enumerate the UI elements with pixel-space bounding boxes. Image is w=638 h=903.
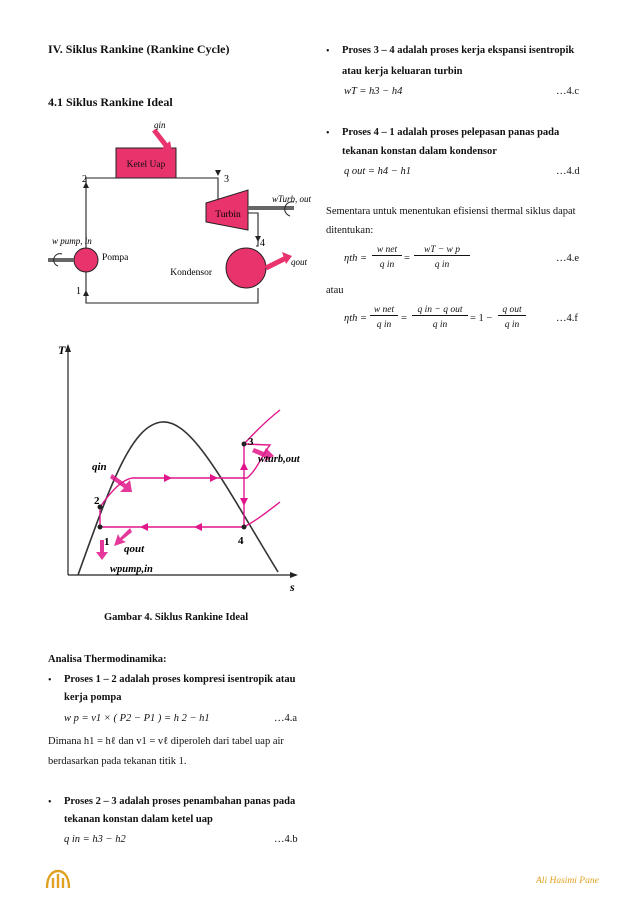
arrow-up-3 bbox=[240, 462, 248, 470]
arrow-2-3a bbox=[164, 474, 172, 482]
figure-caption: Gambar 4. Siklus Rankine Ideal bbox=[104, 612, 249, 623]
s-axis-arrowhead bbox=[290, 572, 298, 578]
equation-4c: wT = h3 − h4 bbox=[344, 86, 403, 97]
bullet2-line1: Proses 2 – 3 adalah proses penambahan panas pada bbox=[64, 796, 296, 807]
bullet1-line2: kerja pompa bbox=[64, 692, 122, 703]
q-out-label: qout bbox=[291, 257, 308, 267]
ts-state-4: 4 bbox=[238, 535, 244, 547]
ts-point-3 bbox=[242, 442, 247, 447]
ts-q-in-label: qin bbox=[92, 461, 107, 473]
condenser-circle bbox=[226, 248, 266, 288]
rankine-schematic bbox=[44, 118, 314, 310]
dimana-line1: Dimana h1 = hℓ dan v1 = vℓ diperoleh dari tabel uap air bbox=[48, 736, 284, 747]
bullet-4: • bbox=[326, 128, 330, 139]
eq-f-num2: q in − q out bbox=[412, 305, 468, 316]
eq-f-den3: q in bbox=[504, 320, 520, 330]
eq-f-den2: q in bbox=[432, 320, 448, 330]
eq-f-lhs: ηth = bbox=[344, 313, 368, 324]
logo-icon bbox=[44, 868, 72, 892]
equation-4c-number: …4.c bbox=[556, 86, 580, 97]
equation-4a: w p = v1 × ( P2 − P1 ) = h 2 − h1 bbox=[64, 713, 210, 724]
flow-arrow-1 bbox=[83, 290, 89, 296]
boiler-label: Ketel Uap bbox=[126, 160, 166, 170]
flow-arrow-3 bbox=[215, 170, 221, 176]
equation-4f-number: …4.f bbox=[556, 313, 578, 324]
eq-f-mid: = 1 − bbox=[470, 313, 493, 324]
w-pump-label: w pump, in bbox=[52, 236, 92, 246]
eq-e-lhs: ηth = bbox=[344, 253, 368, 264]
condenser-label: Kondensor bbox=[170, 268, 212, 278]
arrow-3-4 bbox=[240, 498, 248, 506]
arrow-4-1b bbox=[140, 523, 148, 531]
equation-4b-number: …4.b bbox=[274, 834, 298, 845]
equation-4e-number: …4.e bbox=[556, 253, 580, 264]
bullet2-line2: tekanan konstan dalam ketel uap bbox=[64, 814, 213, 825]
bullet3-line1: Proses 3 – 4 adalah proses kerja ekspansi isentropik bbox=[342, 45, 575, 56]
eq-f-num1: w net bbox=[370, 305, 398, 316]
turbine-label: Turbin bbox=[215, 210, 241, 220]
ts-state-2: 2 bbox=[94, 495, 100, 507]
ts-state-1: 1 bbox=[104, 536, 110, 548]
schematic-state-3: 3 bbox=[224, 174, 229, 185]
dimana-line2: berdasarkan pada tekanan titik 1. bbox=[48, 756, 187, 767]
eq-e-equals: = bbox=[404, 253, 410, 264]
schematic-state-4: 4 bbox=[260, 238, 265, 249]
arrow-4-1a bbox=[194, 523, 202, 531]
section-title: IV. Siklus Rankine (Rankine Cycle) bbox=[48, 42, 230, 56]
equation-4d-number: …4.d bbox=[556, 166, 580, 177]
bullet-2: • bbox=[48, 797, 52, 808]
ts-diagram bbox=[52, 340, 302, 596]
w-turb-label: wTurb, out bbox=[272, 194, 312, 204]
bullet1-line1: Proses 1 – 2 adalah proses kompresi isentropik atau bbox=[64, 674, 296, 685]
analysis-heading: Analisa Thermodinamika: bbox=[48, 654, 167, 665]
ts-state-3: 3 bbox=[248, 436, 254, 448]
s-axis-label: s bbox=[290, 580, 295, 594]
t-axis-arrowhead bbox=[65, 344, 71, 352]
bullet4-line2: tekanan konstan dalam kondensor bbox=[342, 146, 497, 157]
eq-f-num3: q out bbox=[498, 305, 526, 316]
condenser-isobar bbox=[244, 502, 280, 527]
equation-4d: q out = h4 − h1 bbox=[344, 166, 411, 177]
efisiensi-line1: Sementara untuk menentukan efisiensi thermal siklus dapat bbox=[326, 206, 576, 217]
equation-4b: q in = h3 − h2 bbox=[64, 834, 126, 845]
t-axis-label: T bbox=[58, 343, 66, 357]
ts-w-pump-label: wpump,in bbox=[110, 564, 153, 575]
footer-author: Ali Hasimi Pane bbox=[536, 876, 599, 886]
bullet-1: • bbox=[48, 675, 52, 686]
efisiensi-line2: ditentukan: bbox=[326, 225, 374, 236]
pump-label: Pompa bbox=[102, 253, 129, 263]
eq-e-num1: w net bbox=[372, 245, 402, 256]
ts-point-1 bbox=[98, 525, 103, 530]
bullet4-line1: Proses 4 – 1 adalah proses pelepasan panas pada bbox=[342, 127, 560, 138]
eq-e-den1: q in bbox=[379, 260, 395, 270]
bullet-3: • bbox=[326, 46, 330, 57]
pump-circle bbox=[74, 248, 98, 272]
eq-e-num2: wT − w p bbox=[414, 245, 470, 256]
ts-q-out-label: qout bbox=[124, 543, 145, 555]
q-out-arrow bbox=[266, 258, 286, 268]
bullet3-line2: atau kerja keluaran turbin bbox=[342, 66, 463, 77]
pipe-boiler-3 bbox=[176, 178, 218, 203]
atau-label: atau bbox=[326, 285, 344, 296]
equation-4a-number: …4.a bbox=[274, 713, 298, 724]
arrow-2-3b bbox=[210, 474, 218, 482]
eq-e-den2: q in bbox=[434, 260, 450, 270]
ts-w-turb-label: wturb,out bbox=[258, 454, 300, 465]
subsection-title: 4.1 Siklus Rankine Ideal bbox=[48, 95, 173, 109]
eq-f-equals: = bbox=[401, 313, 407, 324]
ts-point-4 bbox=[242, 525, 247, 530]
schematic-state-1: 1 bbox=[76, 286, 81, 297]
q-in-label: qin bbox=[154, 120, 166, 130]
pipe-turbine-4 bbox=[248, 213, 258, 246]
eq-f-den1: q in bbox=[376, 320, 392, 330]
schematic-state-2: 2 bbox=[82, 174, 87, 185]
